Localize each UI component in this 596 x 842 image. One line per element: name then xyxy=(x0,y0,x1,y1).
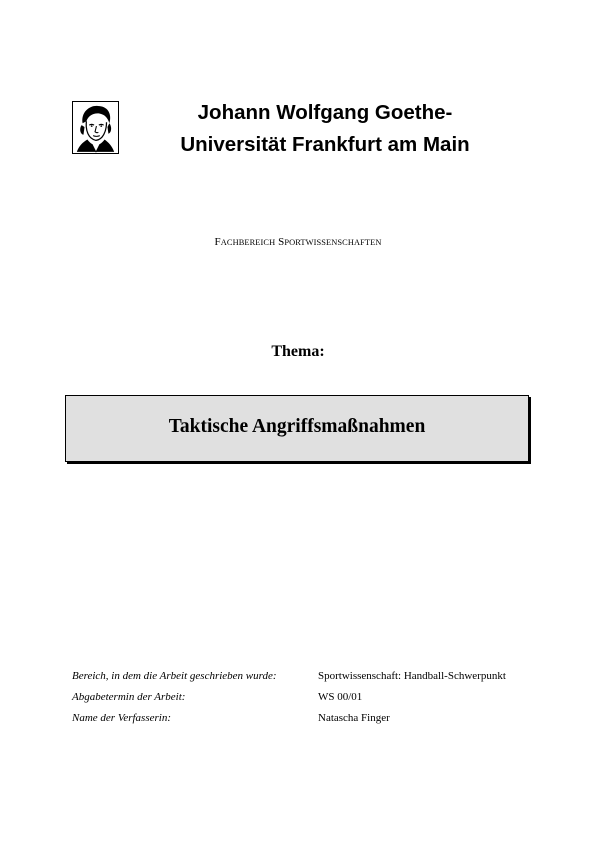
university-name-line1: Johann Wolfgang Goethe- xyxy=(197,101,453,124)
thesis-title: Taktische Angriffsmaßnahmen xyxy=(168,416,426,437)
info-value-abgabetermin: WS 00/01 xyxy=(318,691,363,703)
info-value-verfasserin: Natascha Finger xyxy=(318,712,390,724)
info-value-bereich: Sportwissenschaft: Handball-Schwerpunkt xyxy=(318,670,506,682)
info-label-bereich: Bereich, in dem die Arbeit geschrieben wurde: xyxy=(72,670,277,682)
faculty-name xyxy=(0,236,596,248)
info-label-abgabetermin: Abgabetermin der Arbeit: xyxy=(72,691,186,703)
goethe-portrait-icon xyxy=(72,101,119,154)
faculty-word1-initial: F xyxy=(214,236,221,248)
title-box xyxy=(65,395,529,462)
university-name-line2: Universität Frankfurt am Main xyxy=(180,133,470,156)
thema-label: Thema: xyxy=(271,343,325,360)
faculty-word2-initial: S xyxy=(278,236,285,248)
info-label-verfasserin: Name der Verfasserin: xyxy=(72,712,171,724)
faculty-word1-rest: ACHBEREICH xyxy=(220,238,276,247)
faculty-word2-rest: PORTWISSENSCHAFTEN xyxy=(284,238,382,247)
